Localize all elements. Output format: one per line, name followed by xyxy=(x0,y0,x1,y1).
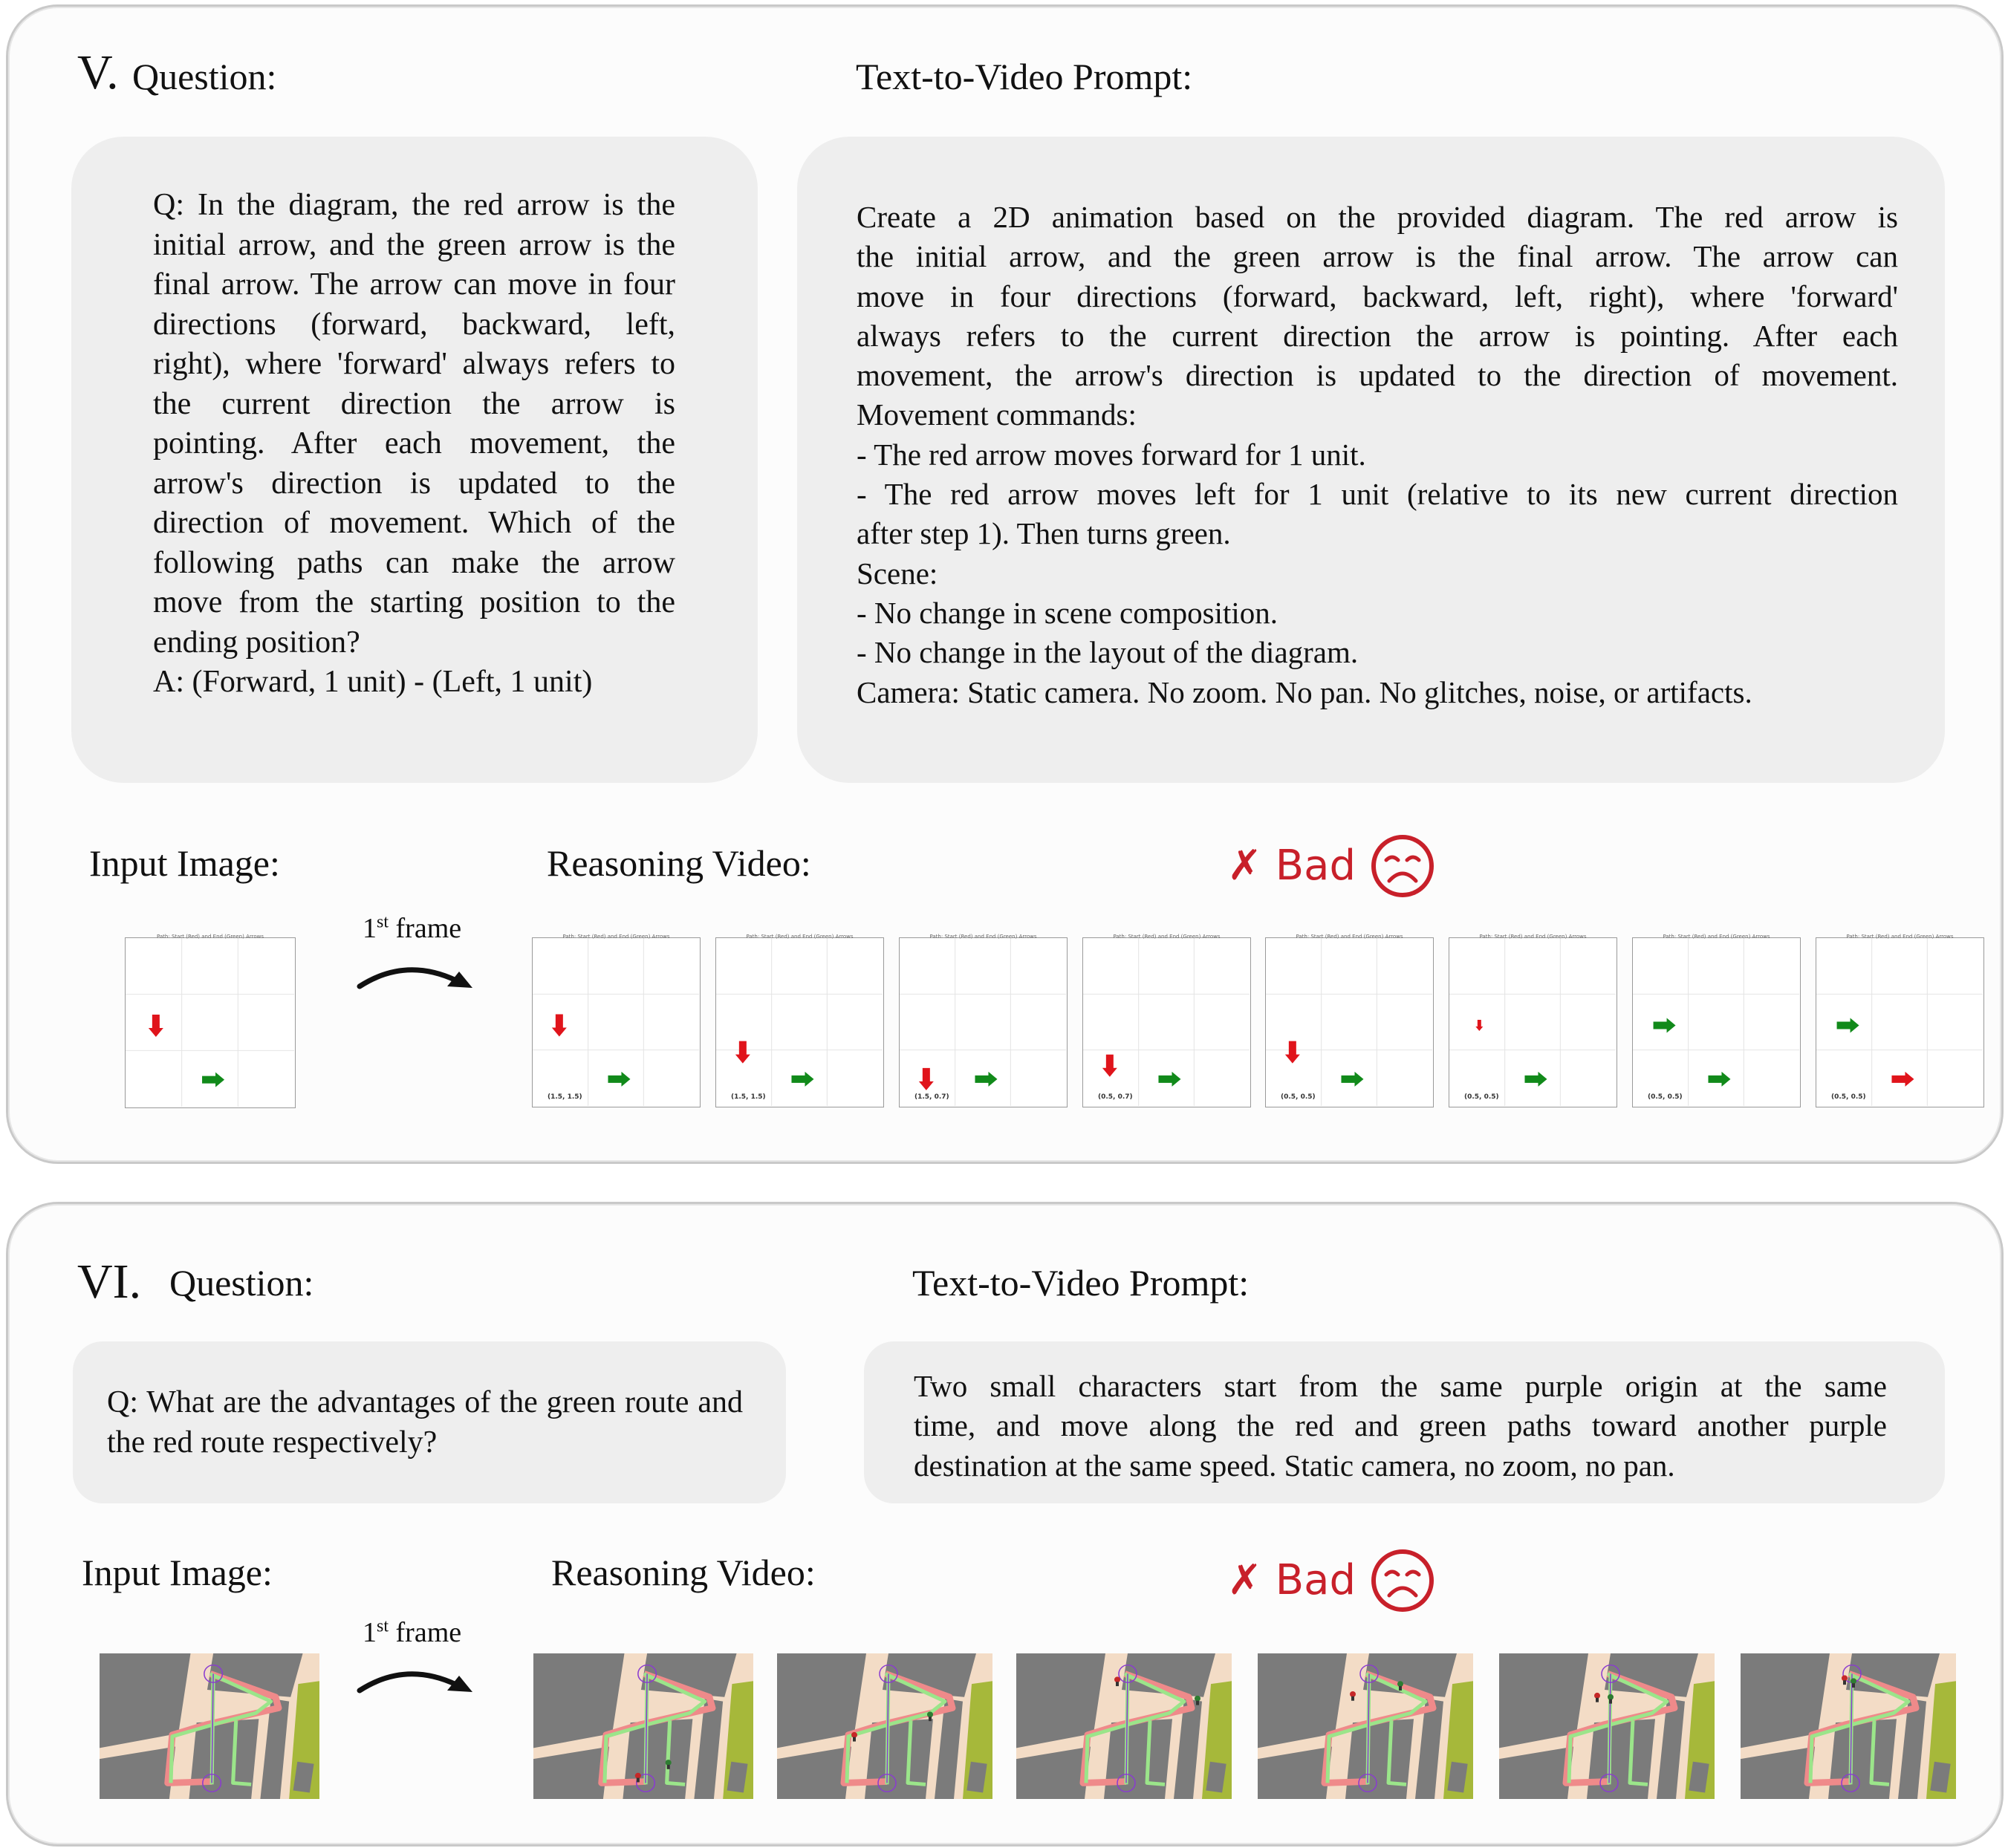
prompt-line: Scene: xyxy=(857,556,938,590)
section-v-first-frame-label: 1st frame xyxy=(363,912,462,944)
green-arrow-icon xyxy=(1837,1018,1859,1033)
green-arrow-icon xyxy=(975,1072,997,1087)
section-v-video-label: Reasoning Video: xyxy=(547,842,811,884)
green-arrow-icon xyxy=(1654,1018,1676,1033)
green-arrow-icon xyxy=(1524,1072,1547,1087)
green-arrow-icon xyxy=(1708,1072,1730,1087)
frame-title: Path: Start (Red) and End (Green) Arrows xyxy=(746,934,854,940)
section-vi-prompt-label: Text-to-Video Prompt: xyxy=(912,1262,1250,1304)
section-vi-question-text: Q: What are the advantages of the green route and the red route respectively? xyxy=(107,1385,743,1460)
red-arrow-icon xyxy=(149,1015,163,1037)
section-vi-verdict: ✗ Bad xyxy=(1227,1556,1356,1604)
sad-face-icon xyxy=(1370,833,1435,899)
red-arrow-icon xyxy=(919,1068,934,1090)
section-v-prompt-label: Text-to-Video Prompt: xyxy=(856,56,1193,97)
prompt-line: after step 1). Then turns green. xyxy=(857,516,1231,551)
frame-coordinate: (1.5, 0.7) xyxy=(914,1093,949,1101)
section-vi-input-label: Input Image: xyxy=(82,1552,273,1593)
video-frame xyxy=(532,934,701,1107)
red-arrow-icon xyxy=(1285,1041,1300,1064)
red-arrow-icon xyxy=(1475,1020,1483,1031)
curved-arrow-icon xyxy=(354,951,480,995)
video-frame xyxy=(1265,934,1434,1107)
green-arrow-icon xyxy=(791,1072,813,1087)
section-v-verdict: ✗ Bad xyxy=(1227,842,1356,890)
frame-coordinate: (0.5, 0.5) xyxy=(1464,1093,1499,1101)
frame-title: Path: Start (Red) and End (Green) Arrows xyxy=(562,934,670,940)
section-v-input-label: Input Image: xyxy=(89,842,280,884)
frame-title: Path: Start (Red) and End (Green) Arrows xyxy=(1479,934,1587,940)
video-frame xyxy=(1816,934,1984,1107)
frame-title: Path: Start (Red) and End (Green) Arrows xyxy=(1296,934,1403,940)
green-arrow-icon xyxy=(1341,1072,1363,1087)
prompt-line: Two small characters start from the same purple origin at the same xyxy=(914,1369,1887,1403)
frame-title: Path: Start (Red) and End (Green) Arrows xyxy=(1663,934,1770,940)
frame-coordinate: (0.5, 0.7) xyxy=(1098,1093,1133,1101)
prompt-line: movement, the arrow's direction is updated to the direction of movement. xyxy=(857,358,1898,393)
section-v-number: V. xyxy=(77,45,119,100)
sad-face-icon xyxy=(1370,1548,1435,1613)
red-arrow-icon xyxy=(552,1015,567,1037)
prompt-line: the initial arrow, and the green arrow is the final arrow. The arrow can xyxy=(857,239,1898,274)
section-v-question: Q: In the diagram, the red arrow is the initial arrow, and the green arrow is the final arrow. The arrow can move in four directions (forward, backward, left, right), where 'forward' always refers to the current direction the arrow is pointing. After each movement, the arrow's direction is updated to the direction of movement. Which of the following paths can make the arrow move from the starting position to the ending position? xyxy=(153,188,675,660)
prompt-line: always refers to the current direction the arrow is pointing. After each xyxy=(857,318,1898,353)
section-v-prompt-text xyxy=(857,198,1898,712)
video-frame xyxy=(1632,934,1801,1107)
curved-arrow-icon xyxy=(354,1655,480,1699)
frame-title: Path: Start (Red) and End (Green) Arrows xyxy=(156,934,264,940)
input-image-frame xyxy=(125,934,296,1108)
video-map-frame xyxy=(1499,1653,1715,1799)
frame-coordinate: (0.5, 0.5) xyxy=(1648,1093,1683,1101)
frame-coordinate: (1.5, 1.5) xyxy=(548,1093,582,1101)
section-vi-prompt-text xyxy=(914,1367,1887,1486)
section-vi-question-label: Question: xyxy=(169,1262,314,1304)
video-map-frame xyxy=(533,1653,753,1799)
frame-title: Path: Start (Red) and End (Green) Arrows xyxy=(1846,934,1954,940)
prompt-line: - No change in scene composition. xyxy=(857,595,1278,630)
prompt-line: move in four directions (forward, backward, left, right), where 'forward' xyxy=(857,279,1898,313)
prompt-line: Movement commands: xyxy=(857,397,1137,432)
red-arrow-icon xyxy=(1102,1055,1117,1077)
video-map-frame xyxy=(1258,1653,1473,1799)
prompt-line: destination at the same speed. Static camera, no zoom, no pan. xyxy=(914,1448,1675,1483)
prompt-line: - The red arrow moves forward for 1 unit. xyxy=(857,437,1366,472)
green-arrow-icon xyxy=(202,1073,224,1087)
section-vi-number: VI. xyxy=(77,1255,142,1309)
video-frame xyxy=(1449,934,1617,1107)
frame-coordinate: (0.5, 0.5) xyxy=(1831,1093,1866,1101)
section-v-question-text xyxy=(153,186,675,703)
section-v-answer: A: (Forward, 1 unit) - (Left, 1 unit) xyxy=(153,665,593,699)
video-frame xyxy=(899,934,1068,1107)
frame-coordinate: (0.5, 0.5) xyxy=(1281,1093,1316,1101)
prompt-line: - The red arrow moves left for 1 unit (relative to its new current direction xyxy=(857,477,1898,512)
video-map-frame xyxy=(1741,1653,1956,1799)
prompt-line: Camera: Static camera. No zoom. No pan. No glitches, noise, or artifacts. xyxy=(857,674,1752,709)
frame-title: Path: Start (Red) and End (Green) Arrows xyxy=(929,934,1037,940)
video-map-frame xyxy=(777,1653,992,1799)
red-arrow-icon xyxy=(1891,1072,1914,1087)
prompt-line: - No change in the layout of the diagram. xyxy=(857,635,1359,670)
video-frame xyxy=(715,934,884,1107)
frame-title: Path: Start (Red) and End (Green) Arrows xyxy=(1113,934,1221,940)
input-map-image xyxy=(100,1653,319,1799)
section-vi-video-label: Reasoning Video: xyxy=(551,1552,816,1593)
video-map-frame xyxy=(1016,1653,1232,1799)
red-arrow-icon xyxy=(735,1041,750,1064)
green-arrow-icon xyxy=(608,1072,630,1087)
green-arrow-icon xyxy=(1158,1072,1180,1087)
frame-coordinate: (1.5, 1.5) xyxy=(731,1093,766,1101)
section-v-question-label: Question: xyxy=(132,56,277,97)
section-vi-first-frame-label: 1st frame xyxy=(363,1616,462,1648)
prompt-line: Create a 2D animation based on the provided diagram. The red arrow is xyxy=(857,200,1898,234)
video-frame xyxy=(1082,934,1251,1107)
prompt-line: time, and move along the red and green paths toward another purple xyxy=(914,1408,1887,1443)
